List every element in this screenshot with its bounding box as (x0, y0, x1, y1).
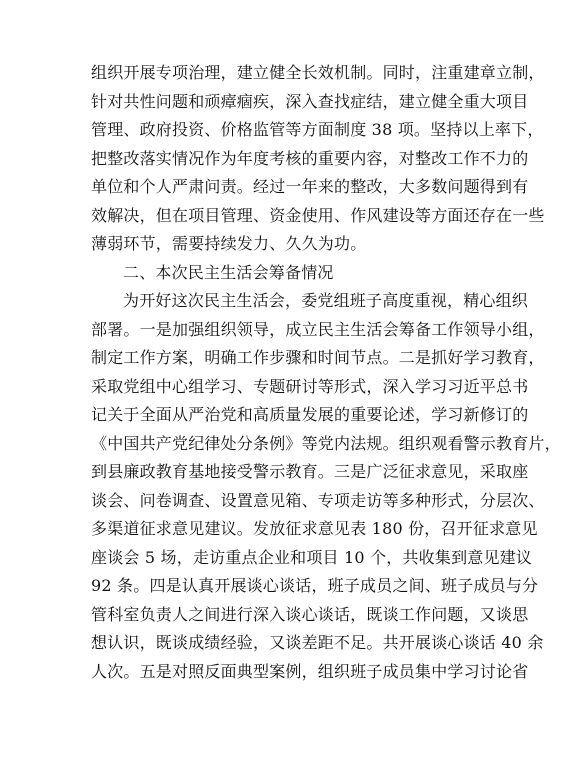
text-line: 到县廉政教育基地接受警示教育。三是广泛征求意见，采取座 (91, 462, 529, 481)
text-line: 采取党组中心组学习、专题研讨等形式，深入学习习近平总书 (91, 376, 529, 396)
paragraph-first-line: 为开好这次民主生活会，委党组班子高度重视，精心组织 (123, 291, 529, 310)
text-line: 谈会、问卷调查、设置意见箱、专项走访等多种形式，分层次、 (91, 490, 545, 510)
text-line: 把整改落实情况作为年度考核的重要内容，对整改工作不力的 (91, 148, 529, 168)
text-line: 效解决，但在项目管理、资金使用、作风建设等方面还存在一些 (91, 205, 545, 225)
text-line: 组织开展专项治理，建立健全长效机制。同时，注重建章立制， (91, 63, 545, 82)
text-line: 制定工作方案，明确工作步骤和时间节点。二是抓好学习教育， (91, 348, 545, 367)
text-line: 人次。五是对照反面典型案例，组织班子成员集中学习讨论省 (91, 661, 529, 681)
text-line: 多渠道征求意见建议。发放征求意见表 180 份，召开征求意见 (91, 519, 538, 538)
text-line: 座谈会 5 场，走访重点企业和项目 10 个，共收集到意见建议 (91, 547, 533, 567)
text-line: 薄弱环节，需要持续发力、久久为功。 (91, 234, 367, 253)
text-line: 92 条。四是认真开展谈心谈话，班子成员之间、班子成员与分 (91, 576, 539, 595)
text-line: 针对共性问题和顽瘴痼疾，深入查找症结，建立健全重大项目 (91, 91, 529, 111)
text-line: 管理、政府投资、价格监管等方面制度 38 项。坚持以上率下， (91, 120, 544, 139)
text-line: 想认识，既谈成绩经验，又谈差距不足。共开展谈心谈话 40 余 (91, 633, 544, 652)
text-line: 记关于全面从严治党和高质量发展的重要论述，学习新修订的 (91, 405, 529, 424)
section-heading: 二、本次民主生活会筹备情况 (123, 262, 334, 282)
body-text (91, 59, 561, 686)
text-line: 单位和个人严肃问责。经过一年来的整改，大多数问题得到有 (91, 177, 529, 196)
text-line: 管科室负责人之间进行深入谈心谈话，既谈工作问题，又谈思 (91, 604, 529, 624)
text-line: 部署。一是加强组织领导，成立民主生活会筹备工作领导小组， (91, 319, 545, 339)
text-line: 《中国共产党纪律处分条例》等党内法规。组织观看警示教育片， (91, 433, 561, 453)
